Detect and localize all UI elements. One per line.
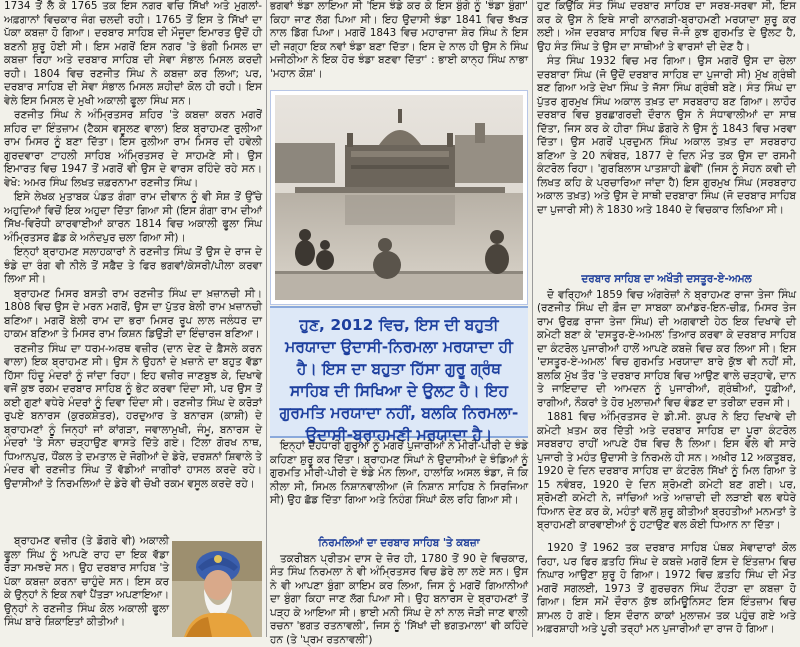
paragraph: ਰਣਜੀਤ ਸਿੰਘ ਨੇ ਅੰਮ੍ਰਿਤਸਰ ਸ਼ਹਿਰ 'ਤੇ ਕਬਜ਼ਾ ਕਰਨ ਮਗਰੋਂ ਸ਼ਹਿਰ ਦਾ ਇੰਤਜ਼ਾਮ (ਟੈਕਸ ਵਸੂਲਣ ਵਾਲਾ) ਇਕ ਬ੍ਰਾਹਮਣ ਰੁਲੀਆ ਰਾਮ ਮਿਸਰ ਨੂੰ ਬਣਾ ਦਿੱਤਾ। ਇਸ ਰੁਲੀਆ ਰਾਮ ਮਿਸਰ ਦੀ ਹਵੇਲੀ ਗੁਰਦਵਾਰਾ ਟਾਹਲੀ ਸਾਹਿਬ ਅੰਮ੍ਰਿਤਸਰ ਦੇ ਸਾਹਮਣੇ ਸੀ। ਉਸ ਇਮਾਰਤ ਵਿਚ 1947 ਤੋਂ ਮਗਰੋਂ ਵੀ ਉਸ ਦੇ ਵਾਰਸ ਰਹਿੰਦੇ ਰਹੇ ਸਨ। ਵੇਖੋ: ਅਮਰ ਸਿੰਘ ਲਿਖਤ ਜ਼ਫ਼ਰਨਾਮਾ ਰਣਜੀਤ ਸਿੰਘ। <box>4 109 262 190</box>
paragraph: ਦੋ ਵਰ੍ਹਿਆਂ 1859 ਵਿਚ ਅੰਗਰੇਜ਼ਾਂ ਨੇ ਬ੍ਰਾਹਮਣ ਰਾਜਾ ਤੇਜਾ ਸਿੰਘ (ਰਣਜੀਤ ਸਿੰਘ ਦੀ ਫ਼ੌਜ ਦਾ ਸਾਬਕਾ ਕਮਾਂਡਰ-ਇਨ-ਚੀਫ਼, ਮਿਸਰ ਤੇਜ ਰਾਮ ਉਰਫ਼ ਰਾਜਾ ਤੇਜਾ ਸਿੰਘ) ਦੀ ਅਗਵਾਈ ਹੇਠ ਇਕ ਦਿਖਾਵੇ ਦੀ ਕਮੇਟੀ ਬਣਾ ਕੇ 'ਦਸਤੂਰ-ਏ-ਅਮਲ' ਤਿਆਰ ਕਰਵਾ ਕੇ ਦਰਬਾਰ ਸਾਹਿਬ ਦਾ ਕੰਟਰੋਲ ਪੁਜਾਰੀਆਂ ਹਾਲੋਂ ਆਪਣੇ ਕਬਜ਼ੇ ਵਿਚ ਕਰ ਲਿਆ ਸੀ। ਇਸ 'ਦਸਤੂਰ-ਏ-ਅਮਲ' ਵਿਚ ਗੁਰਮਤਿ ਮਰਯਾਦਾ ਬਾਰੇ ਕੁੱਝ ਵੀ ਨਹੀਂ ਸੀ, ਬਲਕਿ ਮੁੱਖ ਤੌਰ 'ਤੇ ਦਰਬਾਰ ਸਾਹਿਬ ਵਿਚ ਆਉਣ ਵਾਲੇ ਚੜ੍ਹਾਵੇ, ਦਾਨ ਤੇ ਜਾਇਦਾਦ ਦੀ ਆਮਦਨ ਨੂੰ ਪੁਜਾਰੀਆਂ, ਗ੍ਰੰਥੀਆਂ, ਧੂਫ਼ੀਆਂ, ਰਾਗੀਆਂ, ਨੌਕਰਾਂ ਤੇ ਹੋਰ ਮੁਲਾਜ਼ਮਾਂ ਵਿਚ ਵੰਡਣ ਦਾ ਤਰੀਕਾ ਦਰਜ ਸੀ। <box>537 289 796 411</box>
paragraph: 1881 ਵਿਚ ਅੰਮ੍ਰਿਤਸਰ ਦੇ ਡੀ.ਸੀ. ਕੂਪਰ ਨੇ ਇਹ ਦਿਖਾਵੇ ਦੀ ਕਮੇਟੀ ਖ਼ਤਮ ਕਰ ਦਿੱਤੀ ਅਤੇ ਦਰਬਾਰ ਸਾਹਿਬ ਦਾ ਪੂਰਾ ਕੰਟਰੋਲ ਸਰਬਰਾਹ ਰਾਹੀਂ ਆਪਣੇ ਹੱਥ ਵਿਚ ਲੈ ਲਿਆ। ਇਸ ਵੇਲੇ ਵੀ ਸਾਰੇ ਪੁਜਾਰੀ ਤੇ ਮਹੰਤ ਉਦਾਸੀ ਤੇ ਨਿਰਮਲੇ ਹੀ ਸਨ। ਅਖ਼ੀਰ 12 ਅਕਤੂਬਰ, 1920 ਦੇ ਦਿਨ ਦਰਬਾਰ ਸਾਹਿਬ ਦਾ ਕੰਟਰੋਲ ਸਿੱਖਾਂ ਨੂੰ ਮਿਲ ਗਿਆ ਤੇ 15 ਨਵੰਬਰ, 1920 ਦੇ ਦਿਨ ਸ਼੍ਰੋਮਣੀ ਕਮੇਟੀ ਬਣ ਗਈ। ਪਰ, ਸ਼੍ਰੋਮਣੀ ਕਮੇਟੀ ਨੇ, ਜਾਂਚਿਆਂ ਅਤੇ ਆਜ਼ਾਦੀ ਦੀ ਲੜਾਈ ਵਲ ਵਧੇਰੇ ਧਿਆਨ ਦੇਣ ਕਰ ਕੇ, ਮਹੰਤਾਂ ਵਲੋਂ ਸ਼ੁਰੂ ਕੀਤੀਆਂ ਬ੍ਰਹਤੀਆਂ ਮਨਮਤਾਂ ਤੇ ਬ੍ਰਾਹਮਣੀ ਕਾਰਵਾਈਆਂ ਨੂੰ ਹਟਾਉਣ ਵਲ ਕੋਈ ਧਿਆਨ ਨਾ ਦਿੱਤਾ। <box>537 411 796 533</box>
golden-temple-photo <box>270 90 528 305</box>
article-column-1-bottom <box>4 535 169 637</box>
article-column-2-top <box>270 0 528 88</box>
paragraph: ਇਨ੍ਹਾਂ ਦੇਹਧਾਰੀ ਗੁਰੂਆਂ ਨੂੰ ਮਗਰੋਂ ਪੁਜਾਰੀਆਂ ਨੇ ਮੀਰੀ-ਪੀਰੀ ਦੇ ਝੰਡੇ ਕਹਿਣਾ ਸ਼ੁਰੂ ਕਰ ਦਿੱਤਾ। ਬ੍ਰਾਹਮਣ ਸਿੰਘਾਂ ਨੇ ਉਦਾਸੀਆਂ ਦੇ ਝੰਡਿਆਂ ਨੂੰ ਗੁਰਮਤਿ ਮੀਰੀ-ਪੀਰੀ ਦੇ ਝੰਡੇ ਮੰਨ ਲਿਆ, ਹਾਲਾਂਕਿ ਅਸਲ ਝੰਡਾ, ਜੋ ਕਿ ਨੀਲਾ ਸੀ, ਸਿਮਲ ਨਿਸ਼ਾਨਵਾਲੀਆ (ਜੋ ਨਿਸ਼ਾਨ ਸਾਹਿਬ ਨੇ ਸਿਰਜਿਆ ਸੀ) ਉਹ ਛੱਡ ਦਿੱਤਾ ਗਿਆ ਅਤੇ ਨਿਹੰਗ ਸਿੰਘਾਂ ਕੋਲ ਰਹਿ ਗਿਆ ਸੀ। <box>270 440 528 508</box>
golden-temple-illustration <box>275 95 523 300</box>
paragraph: 1920 ਤੋਂ 1962 ਤਕ ਦਰਬਾਰ ਸਾਹਿਬ ਪੰਥਕ ਸੇਵਾਦਾਰਾਂ ਕੋਲ ਰਿਹਾ, ਪਰ ਫਿਰ ਫ਼ਤਹਿ ਸਿੰਘ ਦੇ ਕਬਜ਼ੇ ਮਗਰੋਂ ਇਸ ਦੇ ਇੰਤਜ਼ਾਮ ਵਿਚ ਨਿਘਾਰ ਆਉਣਾ ਸ਼ੁਰੂ ਹੋ ਗਿਆ। 1972 ਵਿਚ ਫ਼ਤਹਿ ਸਿੰਘ ਦੀ ਮੌਤ ਮਗਰੋਂ ਸਗਲਈ, 1973 ਤੋਂ ਗੁਰਚਰਨ ਸਿੰਘ ਟੌਹੜਾ ਦਾ ਕਬਜ਼ਾ ਹੋ ਗਿਆ। ਇਸ ਸਮੇਂ ਦੌਰਾਨ ਕੁੱਝ ਕਮਿਊਨਿਸਟ ਇਸ ਇੰਤਜ਼ਾਮ ਵਿਚ ਸ਼ਾਮਲ ਹੋ ਗਏ। ਇਸ ਦੌਰਾਨ ਕਾਕਾਂ ਮੁਲਾਜ਼ਮ ਤਕ ਪਹੁੰਚ ਗਏ ਅਤੇ ਅਫ਼ਰਸ਼ਾਹੀ ਅਤੇ ਪੂਰੀ ਤਰ੍ਹਾਂ ਮਨ ਪੁਜਾਰੀਆਂ ਦਾ ਰਾਜ ਹੋ ਗਿਆ। <box>537 542 796 637</box>
section-subheading: ਨਿਰਮਲਿਆਂ ਦਾ ਦਰਬਾਰ ਸਾਹਿਬ 'ਤੇ ਕਬਜ਼ਾ <box>270 537 528 551</box>
paragraph: ਸੰਤ ਸਿੰਘ 1932 ਵਿਚ ਮਰ ਗਿਆ। ਉਸ ਮਗਰੋਂ ਉਸ ਦਾ ਚੇਲਾ ਦਰਬਾਰਾ ਸਿੰਘ (ਜੋ ਉਦੋਂ ਦਰਬਾਰ ਸਾਹਿਬ ਦਾ ਪੁਜਾਰੀ ਸੀ) ਮੁੱਖ ਗ੍ਰੰਥੀ ਬਣ ਗਿਆ ਅਤੇ ਦੇਖਾ ਸਿੰਘ ਤੇ ਜੱਸਾ ਸਿੰਘ ਗ੍ਰੰਥੀ ਬਣੇ। ਸੰਤ ਸਿੰਘ ਦਾ ਪੁੱਤਰ ਗੁਰਮੁਖ ਸਿੰਘ ਅਕਾਲ ਤਖ਼ਤ ਦਾ ਸਰਬਰਾਹ ਬਣ ਗਿਆ। ਲਾਹੌਰ ਦਰਬਾਰ ਵਿਚ ਬੁਰਛਾਗਰਦੀ ਦੌਰਾਨ ਉਸ ਨੇ ਸੰਧਾਵਾਲੀਆਂ ਦਾ ਸਾਥ ਦਿੱਤਾ, ਜਿਸ ਕਰ ਕੇ ਹੀਰਾ ਸਿੰਘ ਡੋਗਰੇ ਨੇ ਉਸ ਨੂੰ 1843 ਵਿਚ ਮਰਵਾ ਦਿੱਤਾ। ਉਸ ਮਗਰੋਂ ਪ੍ਰਦੁਮਨ ਸਿੰਘ ਅਕਾਲ ਤਖ਼ਤ ਦਾ ਸਰਬਰਾਹ ਬਣਿਆ ਤੇ 20 ਨਵੰਬਰ, 1877 ਦੇ ਦਿਨ ਮੌਤ ਤਕ ਉਸ ਦਾ ਰਸਮੀ ਕੰਟਰੋਲ ਰਿਹਾ। 'ਗੁਰਬਿਲਾਸ ਪਾਤਸ਼ਾਹੀ ਛੇਵੀਂ' (ਜਿਸ ਨੂੰ ਸੋਹਨ ਕਵੀ ਦੀ ਲਿਖਤ ਕਹਿ ਕੇ ਪ੍ਰਚਾਰਿਆ ਜਾਂਦਾ ਹੈ) ਇਸ ਗੁਰਮੁਖ ਸਿੰਘ (ਸਰਬਰਾਹ ਅਕਾਲ ਤਖ਼ਤ) ਅਤੇ ਉਸ ਦੇ ਸਾਥੀ ਦਰਬਾਰਾ ਸਿੰਘ (ਜੋ ਦਰਬਾਰ ਸਾਹਿਬ ਦਾ ਪੁਜਾਰੀ ਸੀ) ਨੇ 1830 ਅਤੇ 1840 ਦੇ ਵਿਚਕਾਰ ਲਿਖਿਆ ਸੀ। <box>537 55 796 217</box>
paragraph: ਭਗਵਾਂ ਝੰਡਾ ਲਾਇਆ ਸੀ 'ਇਸ ਝੰਡੇ ਕਰ ਕੇ ਇਸ ਬੁੰਗੇ ਨੂੰ 'ਝੰਡਾ ਬੁੰਗਾ' ਕਿਹਾ ਜਾਣ ਲੱਗ ਪਿਆ ਸੀ। ਇਹ ਉਦਾਸੀ ਝੰਡਾ 1841 ਵਿਚ ਝੱਖੜ ਨਾਲ ਡਿੱਗ ਪਿਆ। ਮਗਰੋਂ 1843 ਵਿਚ ਮਹਾਰਾਜਾ ਸ਼ੇਰ ਸਿੰਘ ਨੇ ਇਸ ਦੀ ਜਗ੍ਹਾ ਇਕ ਨਵਾਂ ਝੰਡਾ ਬਣਾ ਦਿੱਤਾ। ਇਸ ਦੇ ਨਾਲ ਹੀ ਉਸ ਨੇ ਸਿੰਘ ਮਜੀਠੀਆ ਨੇ ਇਕ ਹੋਰ ਝੰਡਾ ਬਣਵਾ ਦਿੱਤਾ' : ਭਾਈ ਕਾਨ੍ਹ ਸਿੰਘ ਨਾਭਾ 'ਮਹਾਨ ਕੋਸ਼'। <box>270 0 528 81</box>
paragraph: ਤਕਰੀਬਨ ਪ੍ਰੀਤਮ ਦਾਸ ਦੇ ਜ਼ੋਰ ਹੀ, 1780 ਤੋਂ 90 ਦੇ ਵਿਚਕਾਰ, ਸੰਤ ਸਿੰਘ ਨਿਰਮਲਾ ਨੇ ਵੀ ਅੰਮ੍ਰਿਤਸਰ ਵਿਚ ਡੇਰੇ ਲਾ ਲਏ ਸਨ। ਉਸ ਨੇ ਵੀ ਆਪਣਾ ਬੁੰਗਾ ਕਾਇਮ ਕਰ ਲਿਆ, ਜਿਸ ਨੂੰ ਮਗਰੋਂ ਗਿਆਨੀਆਂ ਦਾ ਬੁੰਗਾ ਕਿਹਾ ਜਾਣ ਲੱਗ ਪਿਆ ਸੀ। ਉਹ ਬਨਾਰਸ ਦੇ ਬ੍ਰਾਹਮਣਾਂ ਤੋਂ ਪੜ੍ਹ ਕੇ ਆਇਆ ਸੀ। ਭਾਈ ਮਨੀ ਸਿੰਘ ਦੇ ਨਾਂ ਨਾਲ ਜੋੜੀ ਜਾਣ ਵਾਲੀ ਰਚਨਾ 'ਭਗਤ ਰਤਨਾਵਲੀ', ਜਿਸ ਨੂੰ 'ਸਿੱਖਾਂ ਦੀ ਭਗਤਮਾਲਾ' ਵੀ ਕਹਿੰਦੇ ਹਨ (ਤੇ 'ਪ੍ਰਮ ਰਤਨਾਵਲੀ') <box>270 553 528 647</box>
paragraph: ਬ੍ਰਾਹਮਣ ਵਜ਼ੀਰ (ਤੇ ਡੋਗਰੇ ਵੀ) ਅਕਾਲੀ ਫੂਲਾ ਸਿੰਘ ਨੂੰ ਆਪਣੇ ਰਾਹ ਦਾ ਇਕ ਵੱਡਾ ਰੋੜਾ ਸਮਝਦੇ ਸਨ। ਉਹ ਦਰਬਾਰ ਸਾਹਿਬ 'ਤੇ ਪੱਕਾ ਕਬਜ਼ਾ ਕਰਨਾ ਚਾਹੁੰਦੇ ਸਨ। ਇਸ ਕਰ ਕੇ ਉਨ੍ਹਾਂ ਨੇ ਇਕ ਨਵਾਂ ਪੈਂਤੜਾ ਅਪਣਾਇਆ। ਉਨ੍ਹਾਂ ਨੇ ਰਣਜੀਤ ਸਿੰਘ ਕੋਲ ਅਕਾਲੀ ਫੂਲਾ ਸਿੰਘ ਬਾਰੇ ਸ਼ਿਕਾਇਤਾਂ ਕੀਤੀਆਂ। <box>4 535 169 630</box>
paragraph: ਇਸੇ ਲੇਖਕ ਮੁਤਾਬਕ ਪੰਡਤ ਗੰਗਾ ਰਾਮ ਦੀਵਾਨ ਨੂੰ ਵੀ ਸੋਸ਼ ਤੋਂ ਉੱਚੇ ਅਹੁਦਿਆਂ ਵਿਚੋਂ ਇਕ ਅਹੁਦਾ ਦਿੱਤਾ ਗਿਆ ਸੀ (ਇਸ ਗੰਗਾ ਰਾਮ ਦੀਆਂ ਸਿੱਖ-ਵਿਰੋਧੀ ਕਾਰਵਾਈਆਂ ਕਾਰਨ 1814 ਵਿਚ ਅਕਾਲੀ ਫੂਲਾ ਸਿੰਘ ਅੰਮ੍ਰਿਤਸਰ ਛੱਡ ਕੇ ਅਨੰਦਪੁਰ ਚਲਾ ਗਿਆ ਸੀ)। <box>4 191 262 245</box>
article-column-3-bottom <box>537 542 796 637</box>
paragraph: ਹੁਣ ਕਿਉਂਕਿ ਸੰਤ ਸਿੰਘ ਦਰਬਾਰ ਸਾਹਿਬ ਦਾ ਸਰਬ-ਸਰਵਾ ਸੀ, ਇਸ ਕਰ ਕੇ ਉਸ ਨੇ ਇਥੇ ਸਾਰੀ ਕਾਨਗੜੀ-ਬ੍ਰਾਹਮਣੀ ਮਰਯਾਦਾ ਸ਼ੁਰੂ ਕਰ ਲਈ। ਅੱਜ ਦਰਬਾਰ ਸਾਹਿਬ ਵਿਚ ਜੋ-ਜੋ ਕੁਝ ਗੁਰਮਤਿ ਦੇ ਉਲਟ ਹੈ, ਉਹ ਸੰਤ ਸਿੰਘ ਤੇ ਉਸ ਦਾ ਸਾਥੀਆਂ ਤੇ ਵਾਰਸਾਂ ਦੀ ਦੇਣ ਹੈ। <box>537 0 796 54</box>
column-divider-2 <box>532 0 533 637</box>
portrait-illustration <box>172 541 262 637</box>
paragraph: 1734 ਤੋਂ ਲੈ ਕੇ 1765 ਤਕ ਇਸ ਨਗਰ ਵਚਿ ਸਿੱਖਾਂ ਅਤੇ ਮੁਗਲਾਂ-ਅਫ਼ਗਾਨਾਂ ਵਿਚਕਾਰ ਜੰਗ ਚਲਦੀ ਰਹੀ। 1765 ਤੋਂ ਇਸ ਤੇ ਸਿੱਖਾਂ ਦਾ ਪੱਕਾ ਕਬਜ਼ਾ ਹੋ ਗਿਆ। ਦਰਬਾਰ ਸਾਹਿਬ ਦੀ ਮੌਜੂਦਾ ਇਮਾਰਤ ਉਦੋਂ ਹੀ ਬਣਨੀ ਸ਼ੁਰੂ ਹੋਈ ਸੀ। ਇਸ ਮਗਰੋਂ ਇਸ ਨਗਰ 'ਤੇ ਭੰਗੀ ਮਿਸਲ ਦਾ ਕਬਜ਼ਾ ਰਿਹਾ ਅਤੇ ਦਰਬਾਰ ਸਾਹਿਬ ਦੀ ਸੇਵਾ ਸੰਭਾਲ ਮਿਸਲ ਕਰਦੀ ਰਹੀ। 1804 ਵਿਚ ਰਣਜੀਤ ਸਿੰਘ ਨੇ ਕਬਜ਼ਾ ਕਰ ਲਿਆ; ਪਰ, ਦਰਬਾਰ ਸਾਹਿਬ ਦੀ ਸੇਵਾ ਸੰਭਾਲ ਮਿਸਲ ਸ਼ਹੀਦਾਂ ਕੋਲ ਹੀ ਰਹੀ। ਇਸ ਵੇਲੇ ਇਸ ਮਿਸਲ ਦੇ ਮੁਖੀ ਅਕਾਲੀ ਫੂਲਾ ਸਿੰਘ ਸਨ। <box>4 0 262 108</box>
article-column-2-middle <box>270 440 528 526</box>
article-column-1 <box>4 0 262 535</box>
paragraph: ਇਨ੍ਹਾਂ ਬ੍ਰਾਹਮਣ ਸਲਾਹਕਾਰਾਂ ਨੇ ਰਣਜੀਤ ਸਿੰਘ ਤੋਂ ਉਸ ਦੇ ਰਾਜ ਦੇ ਝੰਡੇ ਦਾ ਰੰਗ ਵੀ ਨੀਲੇ ਤੋਂ ਸਫ਼ੈਦ ਤੇ ਫਿਰ ਭਗਵਾਂ/ਕੇਸਰੀ/ਪੀਲਾ ਕਰਵਾ ਲਿਆ ਸੀ। <box>4 246 262 287</box>
article-column-3-middle <box>537 272 796 542</box>
paragraph: ਰਣਜੀਤ ਸਿੰਘ ਦਾ ਧਰਮ-ਅਰਥ ਵਜ਼ੀਰ (ਦਾਨ ਦੇਣ ਦੇ ਫ਼ੈਸਲੇ ਕਰਨ ਵਾਲਾ) ਇਕ ਬ੍ਰਾਹਮਣ ਸੀ। ਉਸ ਨੇ ਉਹਨਾਂ ਦੇ ਖ਼ਜ਼ਾਨੇ ਦਾ ਬਹੁਤ ਵੱਡਾ ਹਿੱਸਾ ਹਿੰਦੂ ਮੰਦਰਾਂ ਨੂੰ ਜਾਂਦਾ ਰਿਹਾ। ਇਹ ਵਜ਼ੀਰ ਜਾਣਬੁਝ ਕੇ, ਦਿਖਾਵੇ ਵਜੋਂ ਕੁਝ ਰਕਮ ਦਰਬਾਰ ਸਾਹਿਬ ਨੂੰ ਭੇਟ ਕਰਵਾ ਦਿੰਦਾ ਸੀ, ਪਰ ਉਸ ਤੋਂ ਕਈ ਗੁਣਾਂ ਵਧੇਰੇ ਮੰਦਰਾਂ ਨੂੰ ਦਿਵਾ ਦਿੰਦਾ ਸੀ। ਰਣਜੀਤ ਸਿੰਘ ਦੇ ਕਰੋੜਾਂ ਰੁਪਏ ਬਨਾਰਸ (ਕੁਰਕਸ਼ੇਤਰ), ਹਰਦੁਆਰ ਤੇ ਬਨਾਰਸ (ਕਾਸ਼ੀ) ਦੇ ਬ੍ਰਾਹਮਣਾਂ ਨੂੰ ਜਿਨ੍ਹਾਂ ਜਾਂ ਕਾਂਗੜਾ, ਜਵਾਲਾਮੁਖੀ, ਜੰਮੂ, ਬਨਾਰਸ ਦੇ ਮੰਦਰਾਂ 'ਤੇ ਸੋਨਾ ਚੜ੍ਹਾਉਣ ਵਾਸਤੇ ਦਿੱਤੇ ਗਏ। ਟਿੱਲਾ ਗੋਰਖ ਨਾਥ, ਧਿਆਨਪੁਰ, ਧੌਂਕਲ ਤੇ ਦਮਤਾਲ ਦੇ ਜੋਗੀਆਂ ਦੇ ਡੇਰੇ, ਦਰਸ਼ਨਾਂ ਸ਼ਿਵਾਲੇ ਤੇ ਮੰਦਰ ਵੀ ਰਣਜੀਤ ਸਿੰਘ ਤੋਂ ਵੱਡੀਆਂ ਜਾਗੀਰਾਂ ਹਾਸਲ ਕਰਦੇ ਰਹੇ। ਉਦਾਸੀਆਂ ਤੇ ਨਿਰਮਲਿਆਂ ਦੇ ਡੇਰੇ ਵੀ ਚੋਖੀ ਰਕਮ ਵਸੂਲ ਕਰਦੇ ਰਹੇ। <box>4 343 262 492</box>
paragraph: ਬ੍ਰਾਹਮਣ ਮਿਸਰ ਬਸਤੀ ਰਾਮ ਰਣਜੀਤ ਸਿੰਘ ਦਾ ਖ਼ਜ਼ਾਨਚੀ ਸੀ। 1808 ਵਿਚ ਉਸ ਦੇ ਮਰਨ ਮਗਰੋਂ, ਉਸ ਦਾ ਪੁੱਤਰ ਬੇਲੀ ਰਾਮ ਖ਼ਜ਼ਾਨਚੀ ਬਣਿਆ। ਮਗਰੋਂ ਬੇਲੀ ਰਾਮ ਦਾ ਭਰਾ ਮਿਸਰ ਰੂਪ ਲਾਲ ਜਲੰਧਰ ਦਾ ਹਾਕਮ ਬਣਿਆ ਤੇ ਮਿਸਰ ਰਾਮ ਕਿਸ਼ਨ ਡਿਉੜੀ ਦਾ ਇੰਚਾਰਜ ਬਣਿਆ। <box>4 288 262 342</box>
portrait-image <box>172 541 262 637</box>
column-divider-1 <box>266 0 267 637</box>
section-subheading: ਦਰਬਾਰ ਸਾਹਿਬ ਦਾ ਅਖੌਤੀ ਦਸਤੂਰ-ਏ-ਅਮਲ <box>537 273 796 287</box>
article-column-2-bottom <box>270 536 528 637</box>
article-column-3-top <box>537 0 796 260</box>
pull-quote: ਹੁਣ, 2012 ਵਿਚ, ਇਸ ਦੀ ਬਹੁਤੀ ਮਰਯਾਦਾ ਉਦਾਸੀ-ਨਿਰਮਲਾ ਮਰਯਾਦਾ ਹੀ ਹੈ। ਇਸ ਦਾ ਬਹੁਤਾ ਹਿੱਸਾ ਗੁਰੂ ਗ੍ਰੰਥ ਸਾਹਿਬ ਦੀ ਸਿਖਿਆ ਦੇ ਉਲਟ ਹੈ। ਇਹ ਗੁਰਮਤਿ ਮਰਯਾਦਾ ਨਹੀਂ, ਬਲਕਿ ਨਿਰਮਲਾ-ਉਦਾਸੀ-ਬ੍ਰਾਹਮਣੀ ਮਰਯਾਦਾ ਹੈ। <box>270 306 528 438</box>
